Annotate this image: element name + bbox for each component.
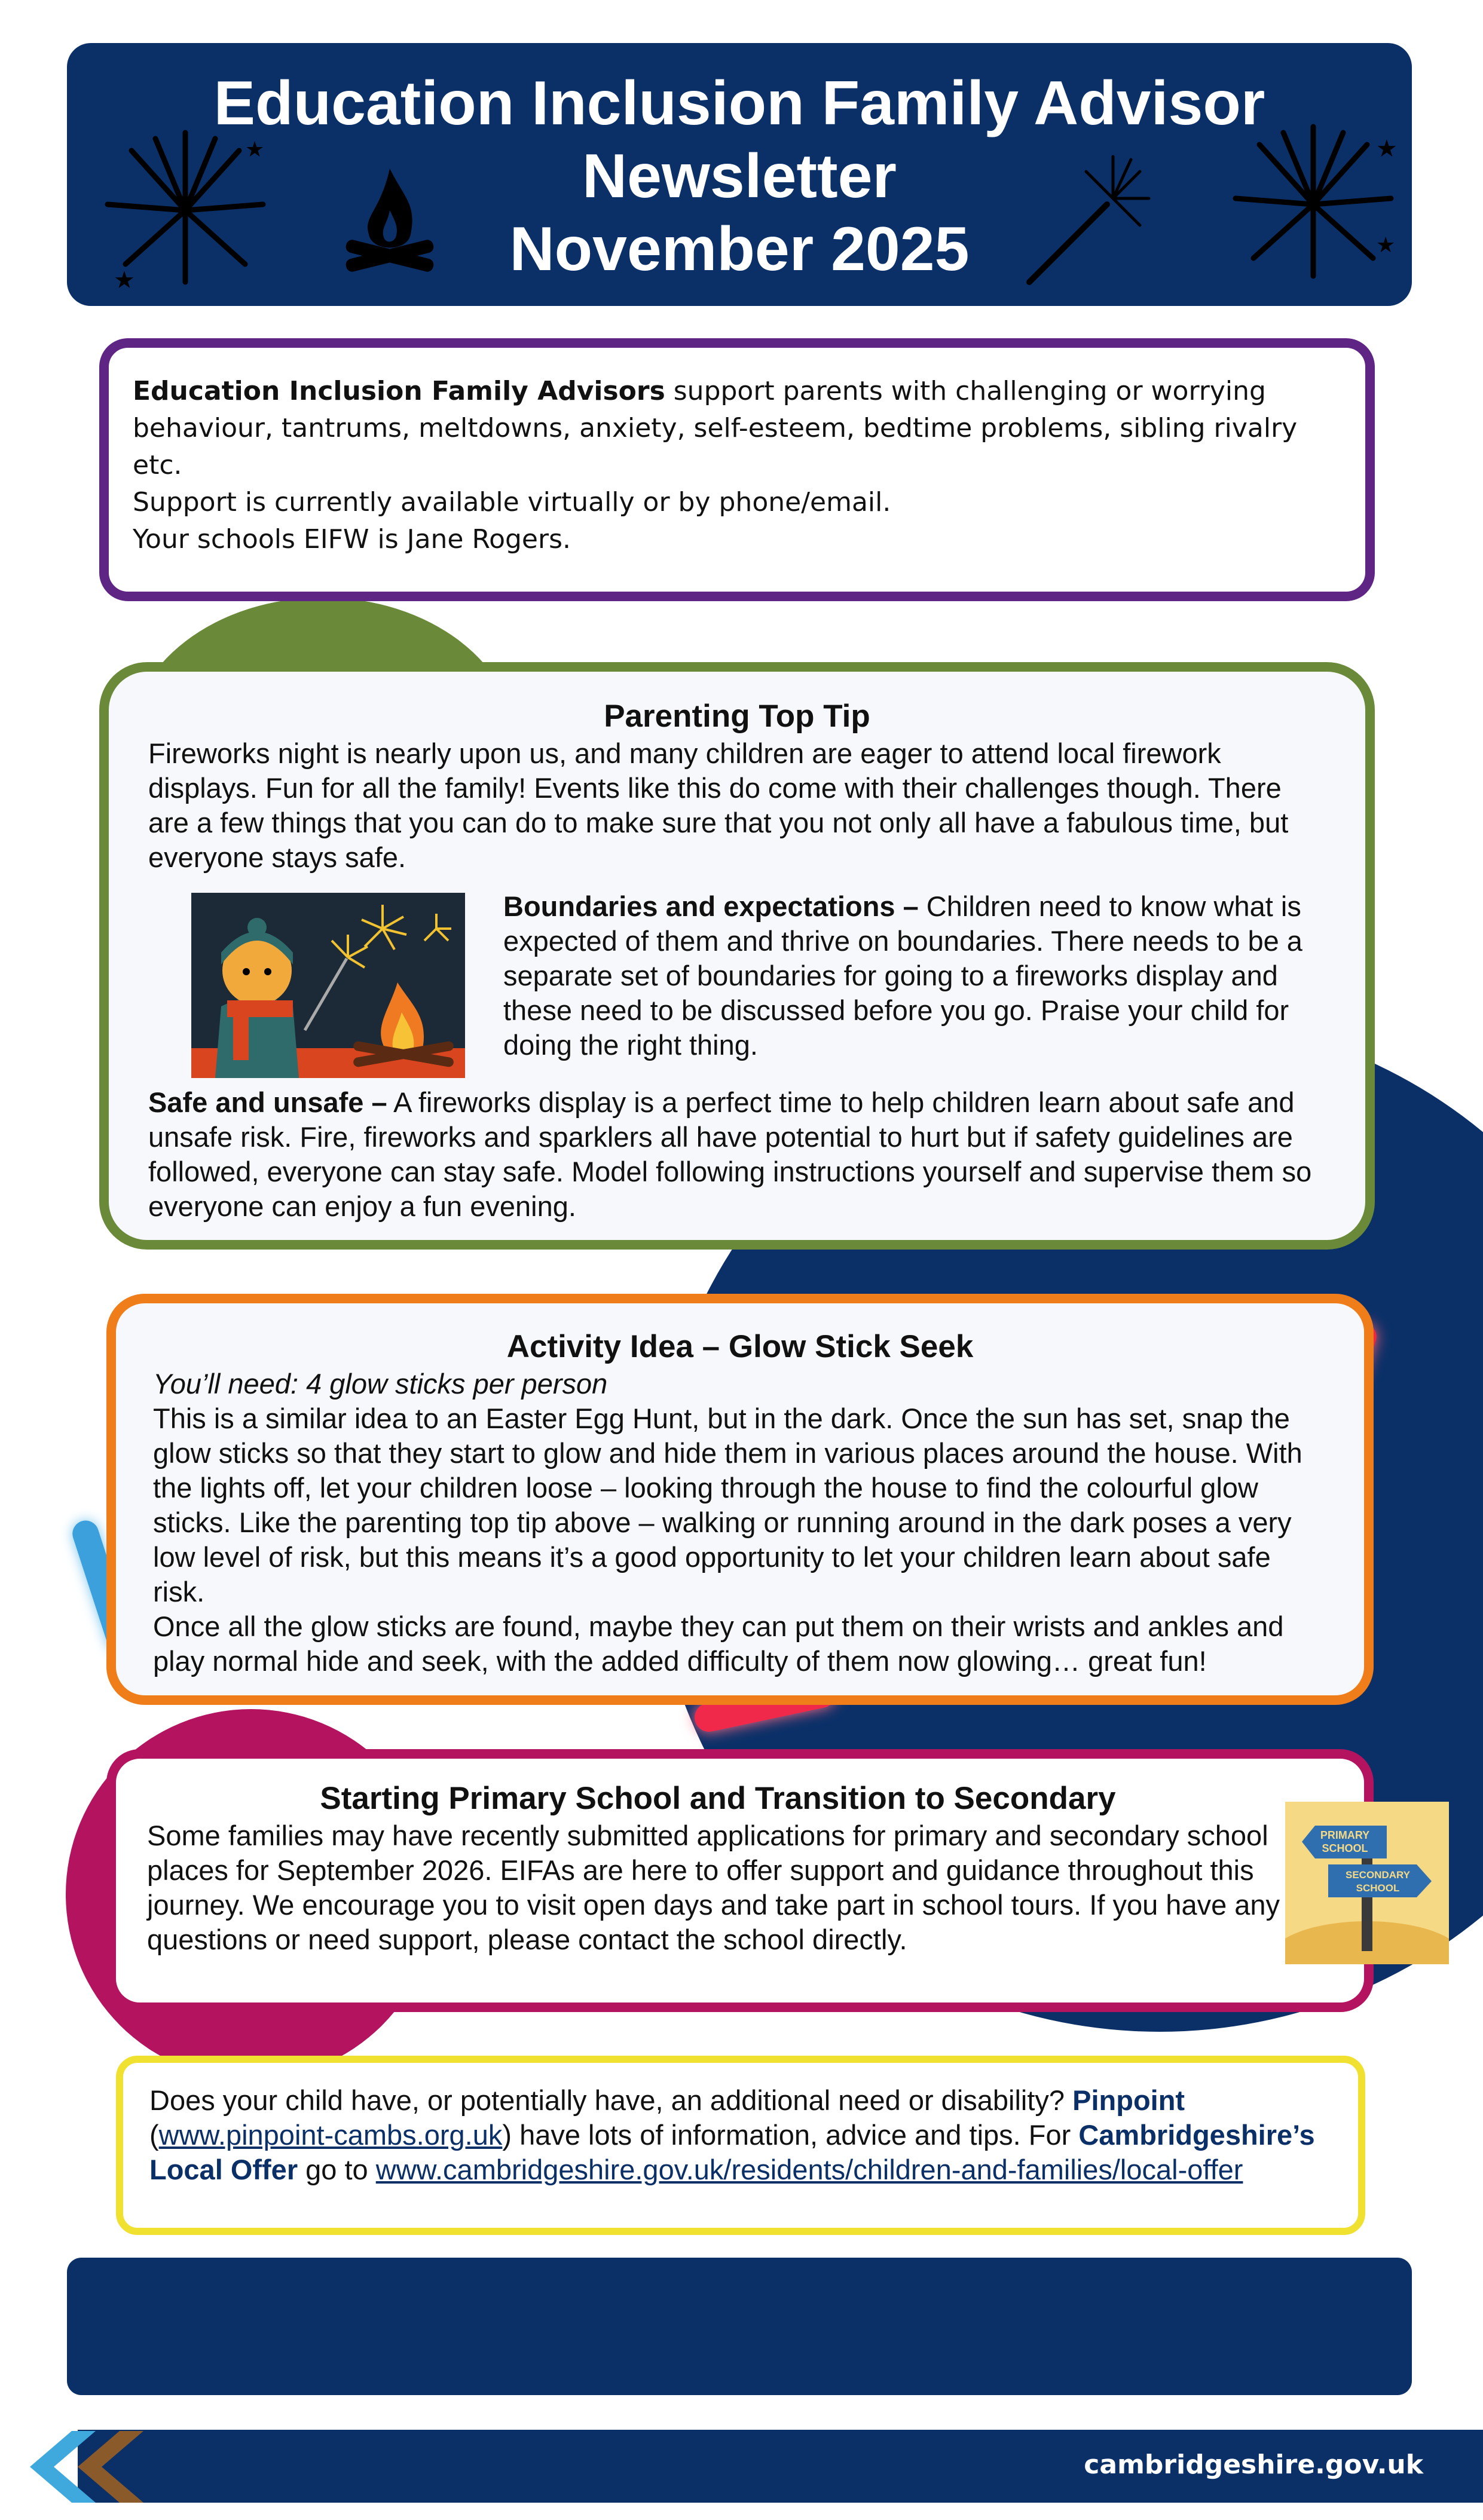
child-fireworks-illustration — [191, 893, 465, 1078]
parenting-tip-heading: Parenting Top Tip — [604, 699, 870, 734]
activity-requirements: You’ll need: 4 glow sticks per person — [153, 1368, 608, 1400]
intro-advisor-name: Your schools EIFW is Jane Rogers. — [133, 524, 571, 555]
additional-needs-question: Does your child have, or potentially have, an additional need or disability? — [149, 2084, 1073, 2116]
svg-text:★: ★ — [1376, 232, 1396, 257]
activity-follow-up: Once all the glow sticks are found, maybe they can put them on their wrists and ankles and play normal hide and seek, with the added difficulty of them now glowing… great fun! — [153, 1610, 1284, 1677]
pinpoint-description: ) have lots of information, advice and tips. For — [502, 2119, 1079, 2151]
parenting-tip-box — [99, 662, 1375, 1250]
boundaries-text: Children need to know what is expected of them and thrive on boundaries. There needs to be a separate set of boundaries for going to a fireworks display and these need to be discussed before you go. Praise your child for doing the right thing. — [503, 890, 1302, 1061]
activity-idea-box — [106, 1294, 1374, 1705]
intro-availability: Support is currently available virtually or by phone/email. — [133, 487, 891, 518]
title-line-2: Newsletter — [582, 142, 897, 211]
footer-panel — [67, 2258, 1412, 2395]
local-offer-label: Cambridgeshire’s Local Offer — [149, 2119, 1315, 2185]
intro-lead — [133, 373, 1341, 484]
safe-unsafe-text: A fireworks display is a perfect time to help children learn about safe and unsafe risk. Fire, fireworks and sparklers all have potential to hurt but if safety guidelines are followed, everyone can stay safe. Model following instructions yourself and supervise them so everyone can enjoy a fun evening. — [148, 1086, 1312, 1222]
pinpoint-label: Pinpoint — [1072, 2084, 1185, 2116]
campfire-icon — [339, 163, 441, 282]
firework-right-icon — [1224, 115, 1403, 294]
signpost-icon — [1285, 1802, 1449, 1964]
firework-left-icon — [96, 121, 275, 300]
school-transition-box — [106, 1749, 1374, 2012]
school-signpost-illustration — [1285, 1802, 1449, 1964]
safe-unsafe-title: Safe and unsafe – — [148, 1086, 387, 1118]
intro-lead-rest: support parents with challenging or worrying behaviour, tantrums, meltdowns, anxiety, self-esteem, bedtime problems, sibling rivalry etc. — [133, 376, 1298, 480]
intro-box — [99, 338, 1375, 601]
go-to-text: go to — [298, 2154, 376, 2185]
transition-body: Some families may have recently submitted applications for primary and secondary school places for September 2026. EIFAs are here to offer support and guidance throughout this journey. We encourage you to visit open days and take part in school tours. If you have any questions or need support, please contact the school directly. — [147, 1820, 1280, 1955]
title-line-1: Education Inclusion Family Advisor — [213, 69, 1265, 138]
svg-text:★: ★ — [245, 137, 265, 161]
transition-heading: Starting Primary School and Transition to Secondary — [320, 1781, 1116, 1816]
sign-primary-line-1: PRIMARY — [1320, 1829, 1370, 1841]
intro-lead-bold: Education Inclusion Family Advisors — [133, 376, 665, 406]
pinpoint-link[interactable]: www.pinpoint-cambs.org.uk — [158, 2119, 503, 2151]
sign-secondary-line-2: SCHOOL — [1356, 1882, 1400, 1894]
footer-website: cambridgeshire.gov.uk — [1084, 2449, 1423, 2480]
local-offer-link[interactable]: www.cambridgeshire.gov.uk/residents/children-and-families/local-offer — [375, 2154, 1243, 2185]
svg-text:★: ★ — [114, 267, 135, 293]
boundaries-title: Boundaries and expectations – — [503, 890, 919, 922]
activity-description: This is a similar idea to an Easter Egg Hunt, but in the dark. Once the sun has set, snap the glow sticks so that they start to glow and hide them in various places around the house. With the lights off, let your children loose – looking through the house to find the colourful glow sticks. Like the parenting top tip above – walking or running around in the dark poses a very low level of risk, but this means it’s a good opportunity to let your children learn about safe risk. — [153, 1403, 1302, 1607]
newsletter-header — [67, 43, 1412, 306]
activity-heading: Activity Idea – Glow Stick Seek — [506, 1329, 974, 1364]
open-paren: ( — [149, 2119, 159, 2151]
chevron-logo-icon — [0, 2425, 161, 2509]
svg-text:★: ★ — [1376, 136, 1398, 162]
sign-primary-line-2: SCHOOL — [1322, 1842, 1368, 1854]
safe-unsafe-paragraph — [148, 1085, 1344, 1224]
parenting-tip-intro: Fireworks night is nearly upon us, and many children are eager to attend local firework displays. Fun for all the family! Events like this do come with their challenges though. There are a few things that you can do to make sure that you not only all have a fabulous time, but everyone stays safe. — [148, 737, 1289, 873]
local-offer-box — [116, 2056, 1365, 2235]
sign-secondary-line-1: SECONDARY — [1346, 1869, 1410, 1881]
title-line-3: November 2025 — [509, 215, 970, 284]
boundaries-paragraph — [503, 889, 1328, 1062]
child-fireworks-icon — [191, 893, 465, 1078]
sparkler-icon — [1017, 151, 1155, 294]
local-offer-text — [149, 2083, 1332, 2187]
